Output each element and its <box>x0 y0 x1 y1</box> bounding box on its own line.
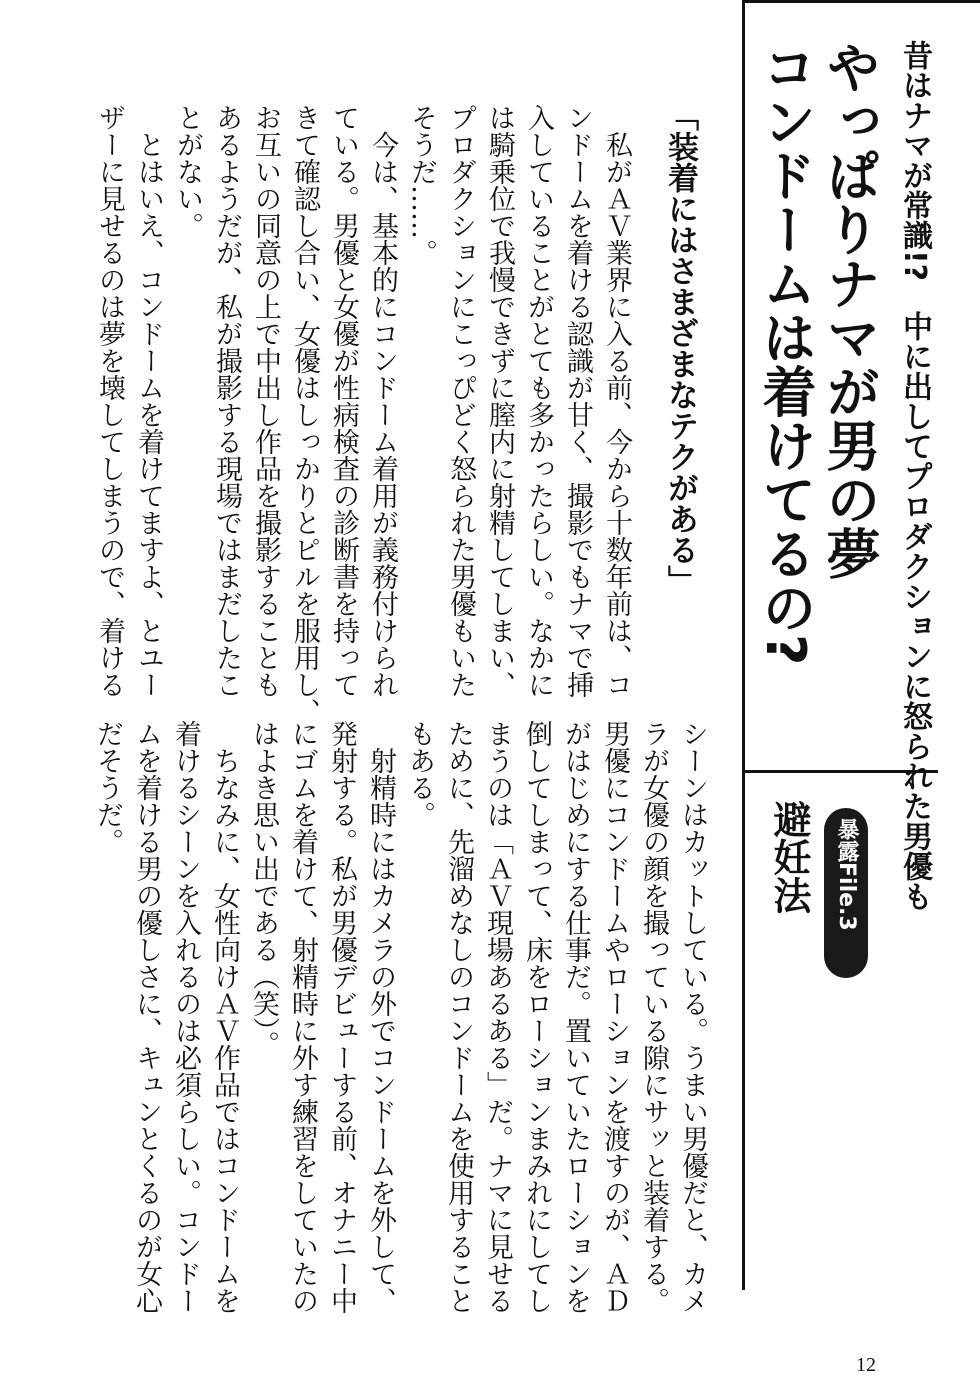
text-line: ために、先溜めなしのコンドームを使用すること <box>443 720 474 1314</box>
text-line: 入していることがとても多かったらしい。なかに <box>523 104 554 698</box>
text-line: ンドームを着ける認識が甘く、撮影でもナマで挿 <box>562 104 593 698</box>
text-line: 今は、基本的にコンドーム着用が義務付けられ <box>367 104 398 698</box>
article-title-line-2: コンドームは着けてるの? <box>754 40 817 666</box>
section-title: 避妊法 <box>767 800 811 914</box>
text-line: とはいえ、コンドームを着けてますよ、とユー <box>133 104 164 698</box>
text-line: ムを着ける男の優しさに、キュンとくるのが女心 <box>131 720 162 1314</box>
file-badge-label: 暴露File.3 <box>834 818 859 931</box>
column-bottom <box>88 720 712 1314</box>
text-line: がはじめにする仕事だ。置いていたローションを <box>560 720 591 1314</box>
text-line: 男優にコンドームやローションを渡すのが、ＡＤ <box>599 720 630 1314</box>
text-line: だそうだ。 <box>92 720 123 855</box>
header-left-rule <box>742 0 745 1290</box>
text-line: 着けるシーンを入れるのは必須らしい。コンドー <box>170 720 201 1314</box>
text-line: 射精時にはカメラの外でコンドームを外して、 <box>365 720 396 1314</box>
text-line: お互いの同意の上で中出し作品を撮影することも <box>250 104 281 698</box>
text-line: とがない。 <box>172 104 203 239</box>
article-subtitle: 昔はナマが常識!? 中に出してプロダクションに怒られた男優も <box>897 40 932 912</box>
text-line: にゴムを着けて、射精時に外す練習をしていたの <box>287 720 318 1314</box>
text-line: 私がＡＶ業界に入る前、今から十数年前は、コ <box>601 104 632 698</box>
text-line: ザーに見せるのは夢を壊してしまうので、着ける <box>94 104 125 698</box>
text-line: 倒してしまって、床をローションまみれにしてし <box>521 720 552 1314</box>
page-number: 12 <box>856 1354 876 1376</box>
text-line: そうだ……。 <box>406 104 437 266</box>
article-title-line-1: やっぱりナマが男の夢 <box>818 40 881 580</box>
column-top <box>90 104 636 725</box>
column-heading: 「装着にはさまざまなテクがある」 <box>662 100 698 596</box>
text-line: ラが女優の顔を撮っている隙にサッと装着する。 <box>638 720 669 1314</box>
text-line: プロダクションにこっぴどく怒られた男優もいた <box>445 104 476 698</box>
text-line: シーンはカットしている。うまい男優だと、カメ <box>677 720 708 1314</box>
text-line: 発射する。私が男優デビューする前、オナニー中 <box>326 720 357 1314</box>
header-top-rule <box>742 0 980 3</box>
text-line: あるようだが、私が撮影する現場ではまだしたこ <box>211 104 242 698</box>
text-line: ている。男優と女優が性病検査の診断書を持って <box>328 104 359 698</box>
text-line: は騎乗位で我慢できずに膣内に射精してしまい、 <box>484 104 515 698</box>
text-line: はよき思い出である（笑）。 <box>248 720 279 1058</box>
text-line: まうのは「ＡＶ現場あるある」だ。ナマに見せる <box>482 720 513 1314</box>
text-line: もある。 <box>404 720 435 828</box>
text-line: きて確認し合い、女優はしっかりとピルを服用し、 <box>289 104 320 725</box>
text-line: ちなみに、女性向けＡＶ作品ではコンドームを <box>209 720 240 1314</box>
